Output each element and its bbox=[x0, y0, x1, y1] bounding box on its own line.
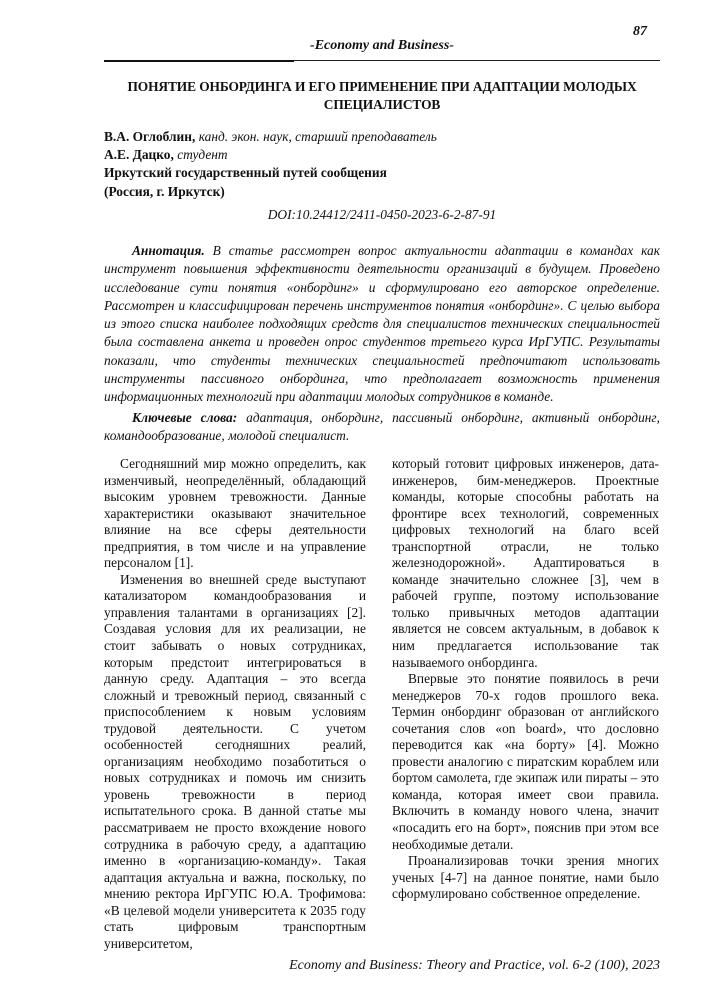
author-block bbox=[104, 128, 660, 201]
abstract-label: Аннотация. bbox=[132, 243, 205, 258]
author-role: студент bbox=[177, 147, 228, 163]
keywords-text: адаптация, онбординг, пассивный онбординг, активный онбординг, командообразование, молодой специалист. bbox=[104, 409, 660, 443]
affiliation-location: (Россия, г. Иркутск) bbox=[104, 183, 225, 199]
journal-footer: Economy and Business: Theory and Practice, vol. 6-2 (100), 2023 bbox=[289, 958, 660, 973]
body-paragraph: Проанализировав точки зрения многих ученых [4-7] на данное понятие, нами было сформулировано собственное определение. bbox=[392, 853, 659, 902]
author-1 bbox=[104, 128, 660, 146]
keywords-label: Ключевые слова: bbox=[132, 409, 238, 425]
author-role: канд. экон. наук, старший преподаватель bbox=[198, 129, 437, 144]
body-paragraph: который готовит цифровых инженеров, дата-инженеров, бим-менеджеров. Проектные команды, которые способны работать на фронтире всех технологий, современных цифровых технологий на благо всей транспортной отрасли, не только железнодорожной». Адаптироваться в команде значительно сложнее [3], чем в рабочей группе, поэтому использование только привычных методов адаптации является не совсем актуальным, в добавок к ним предлагается использование так называемого онбординга. bbox=[392, 456, 659, 670]
keywords-paragraph bbox=[104, 409, 660, 446]
author-name: А.Е. Дацко, bbox=[104, 147, 174, 163]
body-paragraph: Сегодняшний мир можно определить, как изменчивый, неопределённый, обладающий высоким уровнем тревожности. Данные характеристики оказывают значительное влияние на все сферы деятельности предприятия, в том числе и на управление персоналом [1]. bbox=[104, 456, 366, 571]
body-column-right bbox=[392, 456, 659, 903]
body-column-left bbox=[104, 456, 366, 952]
abstract bbox=[104, 242, 660, 445]
author-2 bbox=[104, 146, 660, 164]
running-head: -Economy and Business- bbox=[310, 38, 454, 53]
body-paragraph: Изменения во внешней среде выступают катализатором командообразования и управления талантами в организациях [2]. Создавая условия для их реализации, не стоит забывать о новых сотрудниках, которым предстоит интегрироваться в данную среду. Адаптация – это всегда сложный и тревожный период, связанный с приспособлением к новым условиям трудовой деятельности. С учетом особенностей сегодняшних реалий, организациям необходимо позаботиться о новых сотрудниках и помочь им снизить уровень тревожности в период испытательного срока. В данной статье мы рассматриваем не просто вхождение нового сотрудника в рабочую среду, а адаптацию именно в «организацию-команду». Такая адаптация актуальна и важна, поскольку, по мнению ректора ИрГУПС Ю.А. Трофимова: «В целевой модели университета к 2035 году стать цифровым транспортным университетом, bbox=[104, 571, 366, 951]
author-sep: , bbox=[191, 129, 199, 144]
article-title: ПОНЯТИЕ ОНБОРДИНГА И ЕГО ПРИМЕНЕНИЕ ПРИ АДАПТАЦИИ МОЛОДЫХ СПЕЦИАЛИСТОВ bbox=[127, 79, 637, 112]
page-number: 87 bbox=[633, 24, 647, 39]
abstract-paragraph bbox=[104, 242, 660, 407]
body-paragraph: Впервые это понятие появилось в речи менеджеров 70-х годов прошлого века. Термин онбординг образован от английского сочетания слов «on board», что дословно переводится как «на борту» [4]. Можно провести аналогию с пиратским кораблем или бортом самолета, где экипаж или пираты – это команда, которая имеет свои правила. Включить в команду нового члена, значит «посадить его на борт», пояснив при этом все необходимые детали. bbox=[392, 671, 659, 852]
author-name: В.А. Оглоблин bbox=[104, 129, 192, 144]
affiliation: Иркутский государственный путей сообщения bbox=[104, 165, 387, 181]
doi[interactable]: DOI:10.24412/2411-0450-2023-6-2-87-91 bbox=[267, 207, 497, 222]
header-rule bbox=[104, 60, 660, 61]
abstract-text: В статье рассмотрен вопрос актуальности адаптации в командах как инструмент повышения эффективности деятельности организаций в будущем. Проведено исследование сути понятия «онбординг» и сформулировано его авторское определение. Рассмотрен и классифицирован перечень инструментов понятия «онбординг». С целью выбора из этого списка наиболее подходящих средств для специалистов технических специальностей была составлена анкета и проведен опрос студентов третьего курса ИрГУПС. Результаты показали, что студенты технических специальностей предпочитают использовать инструменты пассивного онбординга, что предполагает возможность применения информационных технологий при адаптации молодых сотрудников в команде. bbox=[104, 243, 660, 405]
